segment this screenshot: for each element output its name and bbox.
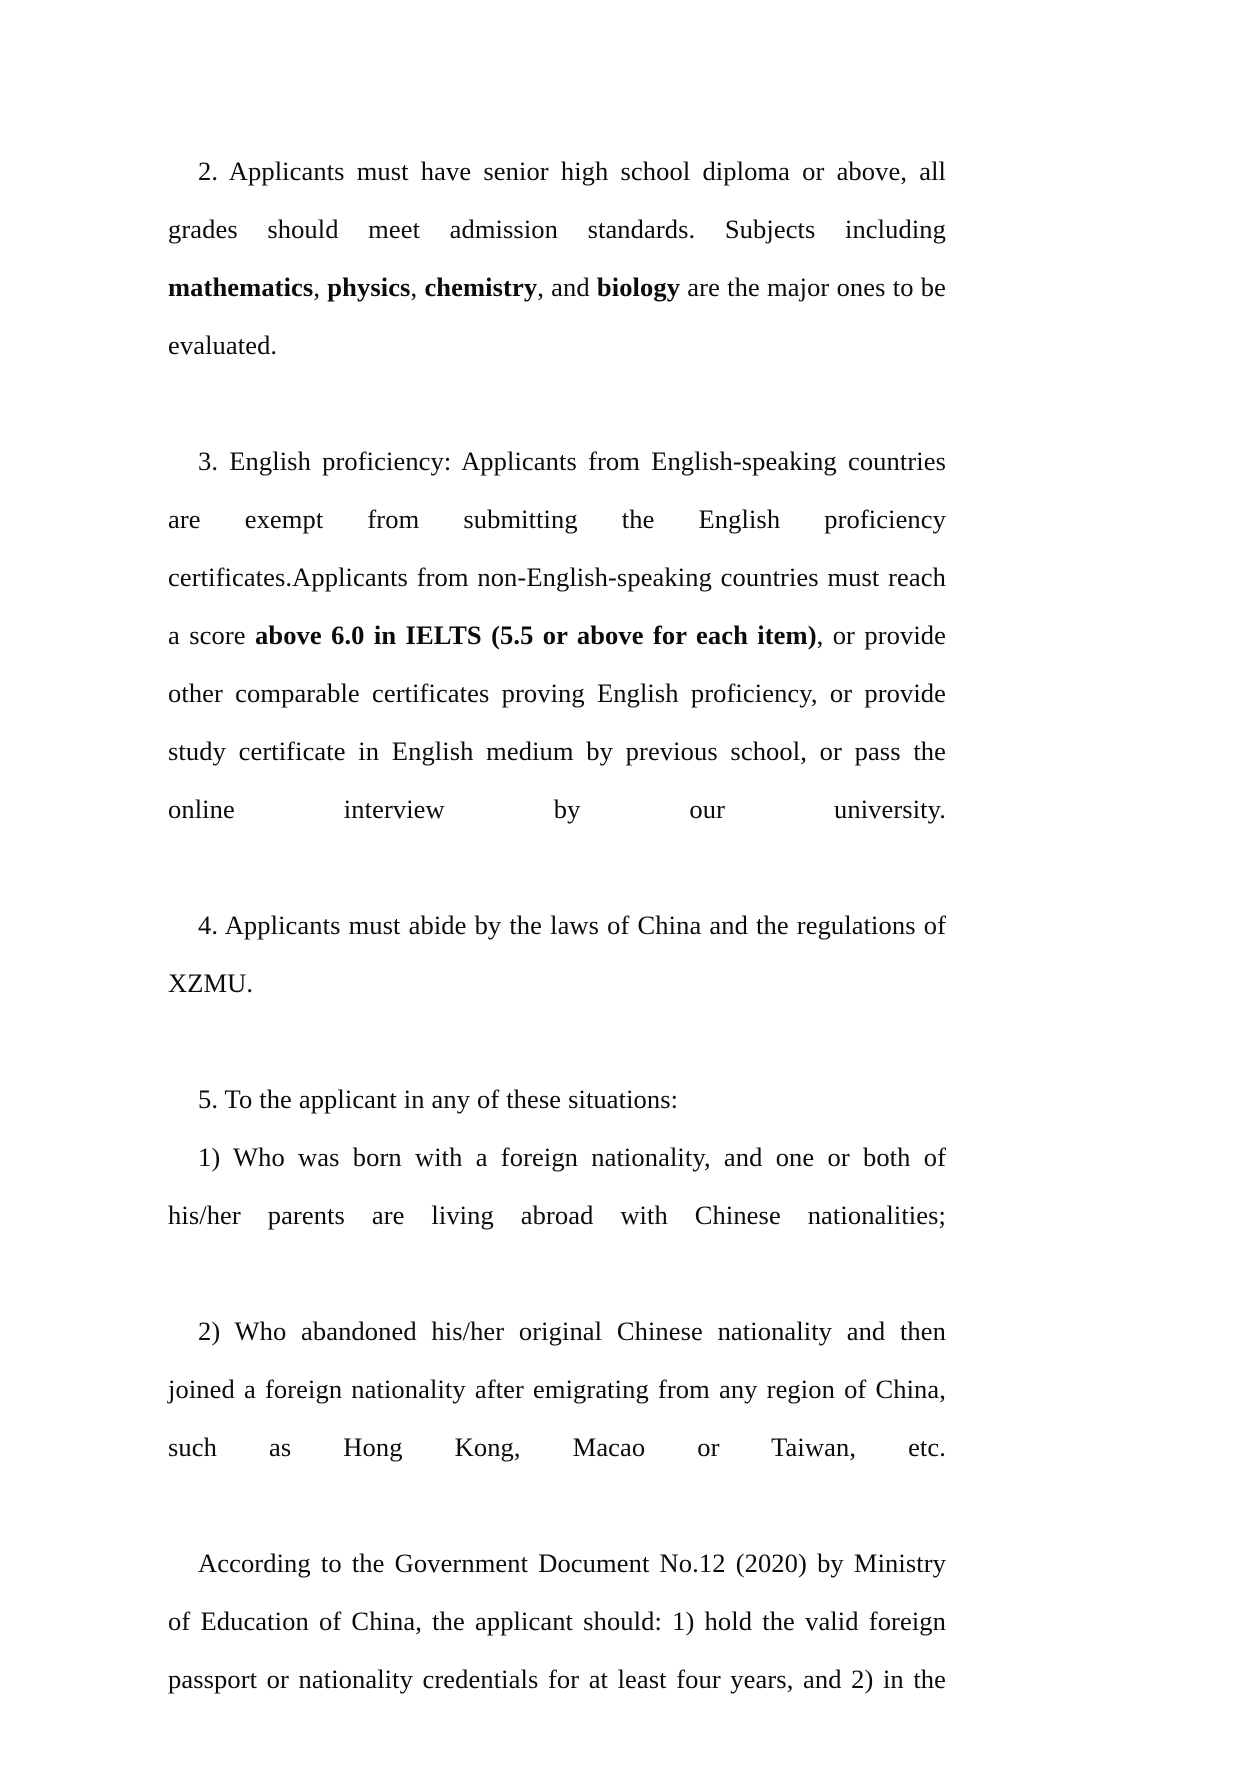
text-run: 4. Applicants must abide by the laws of China and the regulations of XZMU. (168, 910, 946, 998)
text-run: 2. Applicants must have senior high school diploma or above, all grades should meet admission standards. Subjects including (168, 156, 946, 244)
text-run: , (410, 272, 425, 302)
text-run: , or provide other comparable certificates proving English proficiency, or provide study certificate in English medium by previous school, or pass the online interview by our university. (168, 620, 946, 824)
text-run: 5. To the applicant in any of these situations: (198, 1084, 679, 1114)
paragraph-gov-document-note (168, 1534, 946, 1766)
paragraph-item-5-2 (168, 1302, 946, 1534)
text-run: are the major ones to be evaluated. (168, 272, 947, 360)
emphasis-run: chemistry (424, 272, 538, 302)
text-run: 2) Who abandoned his/her original Chinese nationality and then joined a foreign nationality after emigrating from any region of China, such as Hong Kong, Macao or Taiwan, etc. (168, 1316, 946, 1462)
paragraph-item-5-1 (168, 1128, 946, 1302)
emphasis-run: above 6.0 in IELTS (5.5 or above for each item) (255, 620, 817, 650)
paragraph-item-2 (168, 142, 946, 432)
paragraph-item-3 (168, 432, 946, 896)
paragraph-item-4 (168, 896, 946, 1070)
paragraph-item-5 (168, 1070, 946, 1128)
emphasis-run: mathematics (168, 272, 314, 302)
document-body (168, 142, 946, 1766)
text-run: , (313, 272, 328, 302)
text-run: According to the Government Document No.12 (2020) by Ministry of Education of China, the applicant should: 1) hold the valid foreign passport or nationality credentials for at least four years, and 2) in the (168, 1548, 946, 1694)
emphasis-run: biology (596, 272, 681, 302)
text-run: 1) Who was born with a foreign nationality, and one or both of his/her parents are living abroad with Chinese nationalities; (168, 1142, 946, 1230)
text-run: 3. English proficiency: Applicants from English-speaking countries are exempt from submitting the English proficiency certificates.Applicants from non-English-speaking countries must reach a score (168, 446, 946, 650)
emphasis-run: physics (327, 272, 411, 302)
text-run: , and (537, 272, 597, 302)
